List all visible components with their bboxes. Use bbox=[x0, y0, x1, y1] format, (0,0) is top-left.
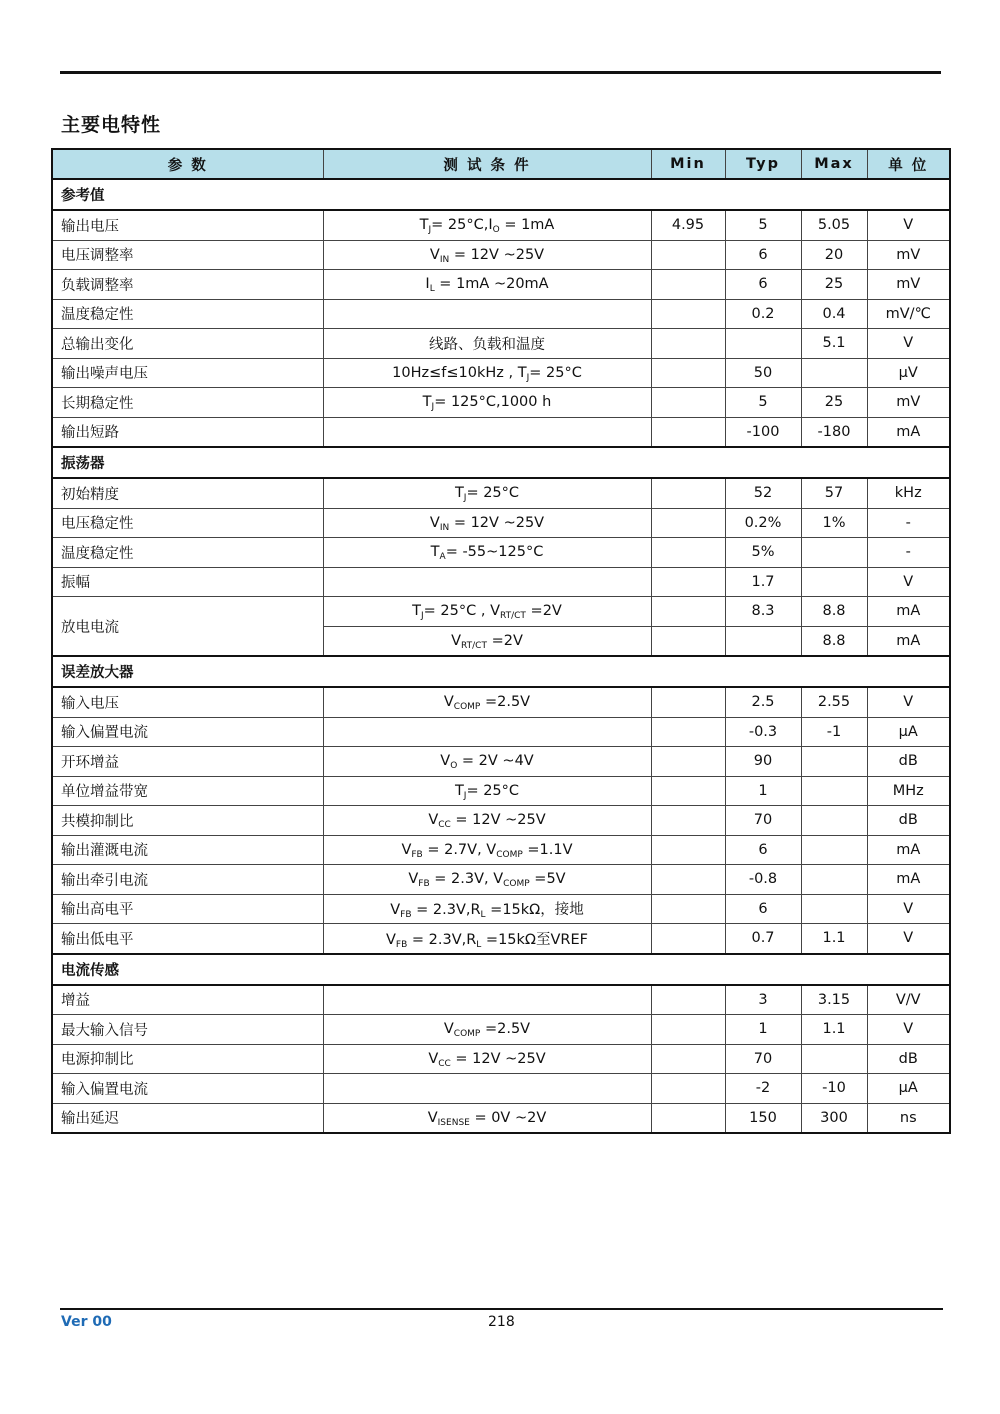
condition-cell bbox=[323, 626, 651, 656]
condition-text: = 125°C,1000 h bbox=[434, 394, 552, 411]
condition-text: V bbox=[427, 1109, 438, 1126]
param-cell: 输出电压 bbox=[52, 210, 323, 240]
param-cell: 开环增益 bbox=[52, 747, 323, 777]
min-cell bbox=[651, 299, 725, 329]
header-typ: Typ bbox=[725, 149, 801, 179]
table-row bbox=[52, 299, 950, 329]
unit-cell: mV/℃ bbox=[867, 299, 950, 329]
min-cell bbox=[651, 567, 725, 597]
condition-cell bbox=[323, 538, 651, 568]
condition-text: =2.5V bbox=[480, 694, 531, 711]
max-cell: 57 bbox=[801, 478, 867, 508]
condition-text: 10Hz≤f≤10kHz , T bbox=[392, 364, 527, 381]
min-cell bbox=[651, 508, 725, 538]
unit-cell: V bbox=[867, 567, 950, 597]
typ-cell: 6 bbox=[725, 894, 801, 924]
header-max: Max bbox=[801, 149, 867, 179]
min-cell bbox=[651, 776, 725, 806]
section-heading: 误差放大器 bbox=[52, 656, 950, 687]
subscript: L bbox=[429, 284, 435, 295]
min-cell bbox=[651, 270, 725, 300]
table-row bbox=[52, 417, 950, 447]
section-row bbox=[52, 656, 950, 687]
unit-cell: mA bbox=[867, 626, 950, 656]
table-row bbox=[52, 240, 950, 270]
unit-cell: V bbox=[867, 329, 950, 359]
condition-cell bbox=[323, 835, 651, 865]
subscript: J bbox=[431, 402, 435, 413]
param-cell: 电源抑制比 bbox=[52, 1044, 323, 1074]
typ-cell: 5 bbox=[725, 210, 801, 240]
condition-cell bbox=[323, 985, 651, 1015]
unit-cell: mA bbox=[867, 597, 950, 627]
min-cell bbox=[651, 924, 725, 954]
condition-cell bbox=[323, 806, 651, 836]
min-cell bbox=[651, 865, 725, 895]
param-cell: 输入偏置电流 bbox=[52, 1074, 323, 1104]
condition-text: = 2V ~4V bbox=[457, 753, 534, 770]
condition-text: V bbox=[401, 841, 412, 858]
condition-text: I bbox=[425, 276, 430, 293]
max-cell bbox=[801, 1044, 867, 1074]
param-cell: 电压稳定性 bbox=[52, 508, 323, 538]
condition-text: V bbox=[408, 871, 419, 888]
table-row bbox=[52, 329, 950, 359]
condition-cell bbox=[323, 240, 651, 270]
max-cell bbox=[801, 747, 867, 777]
unit-cell: mA bbox=[867, 417, 950, 447]
unit-cell: V bbox=[867, 924, 950, 954]
unit-cell: V bbox=[867, 210, 950, 240]
section-heading: 电流传感 bbox=[52, 954, 950, 985]
condition-text: T bbox=[412, 603, 422, 620]
param-cell: 输出噪声电压 bbox=[52, 358, 323, 388]
unit-cell: mV bbox=[867, 270, 950, 300]
typ-cell: 8.3 bbox=[725, 597, 801, 627]
typ-cell: 5% bbox=[725, 538, 801, 568]
unit-cell: dB bbox=[867, 806, 950, 836]
max-cell bbox=[801, 567, 867, 597]
condition-cell bbox=[323, 597, 651, 627]
condition-text: = 12V ~25V bbox=[449, 246, 545, 263]
condition-text: V bbox=[440, 753, 451, 770]
condition-cell bbox=[323, 776, 651, 806]
max-cell: -10 bbox=[801, 1074, 867, 1104]
condition-text: = 12V ~25V bbox=[449, 514, 545, 531]
min-cell bbox=[651, 894, 725, 924]
condition-text: V bbox=[443, 1021, 454, 1038]
condition-text: =15kΩ至VREF bbox=[481, 931, 588, 948]
max-cell: 0.4 bbox=[801, 299, 867, 329]
condition-cell bbox=[323, 329, 651, 359]
max-cell: 2.55 bbox=[801, 687, 867, 717]
param-cell: 电压调整率 bbox=[52, 240, 323, 270]
unit-cell: mV bbox=[867, 388, 950, 418]
condition-cell bbox=[323, 388, 651, 418]
unit-cell: MHz bbox=[867, 776, 950, 806]
condition-text: = 0V ~2V bbox=[469, 1109, 547, 1126]
param-cell: 长期稳定性 bbox=[52, 388, 323, 418]
subscript: J bbox=[421, 611, 424, 622]
table-row bbox=[52, 1044, 950, 1074]
typ-cell: 70 bbox=[725, 806, 801, 836]
condition-text: = 25°C , V bbox=[423, 603, 501, 620]
condition-text: T bbox=[422, 394, 432, 411]
condition-cell bbox=[323, 358, 651, 388]
table-row bbox=[52, 358, 950, 388]
param-cell: 输出短路 bbox=[52, 417, 323, 447]
subscript: FB bbox=[411, 849, 423, 860]
max-cell: 1.1 bbox=[801, 924, 867, 954]
condition-text: V bbox=[443, 694, 454, 711]
param-cell: 输出延迟 bbox=[52, 1103, 323, 1133]
condition-cell bbox=[323, 270, 651, 300]
condition-text: V bbox=[385, 931, 396, 948]
typ-cell: 52 bbox=[725, 478, 801, 508]
table-row bbox=[52, 747, 950, 777]
condition-text: = 2.7V, V bbox=[422, 841, 497, 858]
condition-cell bbox=[323, 687, 651, 717]
table-row bbox=[52, 270, 950, 300]
param-cell: 输入电压 bbox=[52, 687, 323, 717]
top-rule bbox=[60, 71, 941, 74]
condition-text: V bbox=[429, 246, 440, 263]
typ-cell: 6 bbox=[725, 270, 801, 300]
table-row bbox=[52, 210, 950, 240]
subscript: FB bbox=[400, 910, 412, 921]
param-cell: 温度稳定性 bbox=[52, 538, 323, 568]
subscript: O bbox=[492, 225, 500, 236]
condition-text: T bbox=[419, 217, 429, 234]
min-cell bbox=[651, 985, 725, 1015]
param-cell: 负载调整率 bbox=[52, 270, 323, 300]
condition-cell bbox=[323, 1103, 651, 1133]
typ-cell: 0.7 bbox=[725, 924, 801, 954]
condition-text: = 25°C bbox=[529, 364, 582, 381]
max-cell bbox=[801, 538, 867, 568]
max-cell: 1.1 bbox=[801, 1015, 867, 1045]
subscript: COMP bbox=[453, 1029, 481, 1040]
table-row bbox=[52, 865, 950, 895]
version-label: Ver 00 bbox=[61, 1314, 112, 1330]
unit-cell: V bbox=[867, 1015, 950, 1045]
min-cell bbox=[651, 626, 725, 656]
unit-cell: dB bbox=[867, 747, 950, 777]
condition-cell bbox=[323, 717, 651, 747]
max-cell: 300 bbox=[801, 1103, 867, 1133]
typ-cell: 6 bbox=[725, 835, 801, 865]
subscript: COMP bbox=[453, 702, 481, 713]
max-cell: 20 bbox=[801, 240, 867, 270]
max-cell bbox=[801, 358, 867, 388]
condition-cell bbox=[323, 894, 651, 924]
max-cell bbox=[801, 894, 867, 924]
table-row bbox=[52, 835, 950, 865]
max-cell: 1% bbox=[801, 508, 867, 538]
typ-cell bbox=[725, 626, 801, 656]
table-row bbox=[52, 597, 950, 627]
unit-cell: mV bbox=[867, 240, 950, 270]
section-heading: 参考值 bbox=[52, 179, 950, 210]
page-number: 218 bbox=[488, 1314, 515, 1330]
table-row bbox=[52, 1015, 950, 1045]
max-cell: -1 bbox=[801, 717, 867, 747]
condition-text: T bbox=[454, 485, 464, 502]
min-cell bbox=[651, 240, 725, 270]
min-cell bbox=[651, 747, 725, 777]
section-row bbox=[52, 954, 950, 985]
min-cell bbox=[651, 806, 725, 836]
subscript: J bbox=[526, 372, 530, 383]
subscript: L bbox=[476, 939, 482, 950]
condition-text: =2.5V bbox=[480, 1021, 531, 1038]
param-cell: 温度稳定性 bbox=[52, 299, 323, 329]
unit-cell: - bbox=[867, 508, 950, 538]
condition-text: =2V bbox=[486, 632, 523, 649]
param-cell: 初始精度 bbox=[52, 478, 323, 508]
condition-text: 线路、负载和温度 bbox=[429, 336, 545, 353]
condition-cell bbox=[323, 1015, 651, 1045]
header-min: Min bbox=[651, 149, 725, 179]
min-cell bbox=[651, 597, 725, 627]
param-cell: 输入偏置电流 bbox=[52, 717, 323, 747]
param-cell: 放电电流 bbox=[52, 597, 323, 657]
max-cell: 25 bbox=[801, 388, 867, 418]
typ-cell: 0.2 bbox=[725, 299, 801, 329]
condition-text: =5V bbox=[529, 871, 566, 888]
condition-text: = 1mA ~20mA bbox=[434, 276, 549, 293]
subscript: RT/CT bbox=[500, 611, 526, 622]
min-cell bbox=[651, 358, 725, 388]
condition-cell bbox=[323, 417, 651, 447]
unit-cell: μV bbox=[867, 358, 950, 388]
typ-cell: -0.8 bbox=[725, 865, 801, 895]
subscript: CC bbox=[438, 820, 451, 831]
max-cell: 8.8 bbox=[801, 597, 867, 627]
section-row bbox=[52, 447, 950, 478]
max-cell bbox=[801, 806, 867, 836]
typ-cell bbox=[725, 329, 801, 359]
condition-cell bbox=[323, 924, 651, 954]
condition-text: = 2.3V,R bbox=[411, 902, 481, 919]
subscript: O bbox=[450, 761, 458, 772]
min-cell bbox=[651, 1015, 725, 1045]
header-param: 参 数 bbox=[52, 149, 323, 179]
condition-text: = 12V ~25V bbox=[450, 812, 546, 829]
min-cell bbox=[651, 1044, 725, 1074]
typ-cell: 6 bbox=[725, 240, 801, 270]
subscript: L bbox=[480, 910, 486, 921]
table-header-row bbox=[52, 149, 950, 179]
condition-text: = 2.3V,R bbox=[407, 931, 477, 948]
condition-text: = 2.3V, V bbox=[429, 871, 504, 888]
subscript: IN bbox=[439, 522, 450, 533]
section-title: 主要电特性 bbox=[61, 114, 162, 136]
param-cell: 单位增益带宽 bbox=[52, 776, 323, 806]
typ-cell: 2.5 bbox=[725, 687, 801, 717]
subscript: IN bbox=[439, 254, 450, 265]
condition-text: = 12V ~25V bbox=[450, 1050, 546, 1067]
table-row bbox=[52, 687, 950, 717]
typ-cell: 1.7 bbox=[725, 567, 801, 597]
condition-text: V bbox=[390, 902, 401, 919]
unit-cell: mA bbox=[867, 865, 950, 895]
table-row bbox=[52, 924, 950, 954]
condition-cell bbox=[323, 508, 651, 538]
table-row bbox=[52, 1103, 950, 1133]
section-row bbox=[52, 179, 950, 210]
condition-cell bbox=[323, 747, 651, 777]
typ-cell: -0.3 bbox=[725, 717, 801, 747]
subscript: COMP bbox=[496, 849, 523, 860]
condition-text: = 25°C bbox=[466, 782, 520, 799]
condition-text: = 1mA bbox=[499, 217, 555, 234]
condition-cell bbox=[323, 1044, 651, 1074]
typ-cell: -100 bbox=[725, 417, 801, 447]
spec-table bbox=[51, 148, 951, 1134]
table-row bbox=[52, 567, 950, 597]
min-cell bbox=[651, 835, 725, 865]
min-cell bbox=[651, 1074, 725, 1104]
min-cell: 4.95 bbox=[651, 210, 725, 240]
condition-text: V bbox=[428, 1050, 439, 1067]
param-cell: 输出低电平 bbox=[52, 924, 323, 954]
min-cell bbox=[651, 687, 725, 717]
table-row bbox=[52, 717, 950, 747]
max-cell: 25 bbox=[801, 270, 867, 300]
max-cell: 3.15 bbox=[801, 985, 867, 1015]
max-cell: 5.1 bbox=[801, 329, 867, 359]
footer-rule bbox=[60, 1308, 943, 1310]
min-cell bbox=[651, 538, 725, 568]
typ-cell: 1 bbox=[725, 1015, 801, 1045]
subscript: A bbox=[439, 552, 446, 563]
typ-cell: 5 bbox=[725, 388, 801, 418]
subscript: ISENSE bbox=[437, 1117, 470, 1128]
condition-text: =1.1V bbox=[522, 841, 573, 858]
min-cell bbox=[651, 1103, 725, 1133]
condition-cell bbox=[323, 567, 651, 597]
unit-cell: ns bbox=[867, 1103, 950, 1133]
condition-cell bbox=[323, 1074, 651, 1104]
unit-cell: - bbox=[867, 538, 950, 568]
condition-cell bbox=[323, 299, 651, 329]
param-cell: 最大输入信号 bbox=[52, 1015, 323, 1045]
param-cell: 总输出变化 bbox=[52, 329, 323, 359]
condition-cell bbox=[323, 865, 651, 895]
min-cell bbox=[651, 388, 725, 418]
unit-cell: V bbox=[867, 894, 950, 924]
typ-cell: -2 bbox=[725, 1074, 801, 1104]
typ-cell: 150 bbox=[725, 1103, 801, 1133]
table-row bbox=[52, 985, 950, 1015]
typ-cell: 90 bbox=[725, 747, 801, 777]
condition-text: = 25°C,I bbox=[431, 217, 493, 234]
min-cell bbox=[651, 478, 725, 508]
condition-text: V bbox=[428, 812, 439, 829]
condition-cell bbox=[323, 210, 651, 240]
unit-cell: V/V bbox=[867, 985, 950, 1015]
table-row bbox=[52, 806, 950, 836]
subscript: CC bbox=[438, 1058, 451, 1069]
table-row bbox=[52, 388, 950, 418]
condition-text: V bbox=[451, 632, 462, 649]
header-cond: 测 试 条 件 bbox=[323, 149, 651, 179]
min-cell bbox=[651, 717, 725, 747]
subscript: J bbox=[463, 493, 467, 504]
condition-text: V bbox=[429, 514, 440, 531]
unit-cell: mA bbox=[867, 835, 950, 865]
typ-cell: 1 bbox=[725, 776, 801, 806]
condition-text: T bbox=[454, 782, 464, 799]
param-cell: 输出灌溉电流 bbox=[52, 835, 323, 865]
header-unit: 单 位 bbox=[867, 149, 950, 179]
table-row bbox=[52, 478, 950, 508]
section-heading: 振荡器 bbox=[52, 447, 950, 478]
table-row bbox=[52, 508, 950, 538]
subscript: J bbox=[428, 225, 432, 236]
max-cell bbox=[801, 865, 867, 895]
condition-text: = -55~125°C bbox=[445, 544, 544, 561]
unit-cell: dB bbox=[867, 1044, 950, 1074]
subscript: J bbox=[463, 790, 467, 801]
condition-text: = 25°C bbox=[466, 485, 520, 502]
param-cell: 输出牵引电流 bbox=[52, 865, 323, 895]
unit-cell: kHz bbox=[867, 478, 950, 508]
table-row bbox=[52, 1074, 950, 1104]
min-cell bbox=[651, 417, 725, 447]
table-row bbox=[52, 538, 950, 568]
param-cell: 输出高电平 bbox=[52, 894, 323, 924]
subscript: COMP bbox=[503, 879, 530, 890]
unit-cell: V bbox=[867, 687, 950, 717]
condition-text: T bbox=[430, 544, 440, 561]
typ-cell: 3 bbox=[725, 985, 801, 1015]
typ-cell: 50 bbox=[725, 358, 801, 388]
spec-body bbox=[52, 179, 950, 1133]
max-cell: 5.05 bbox=[801, 210, 867, 240]
typ-cell: 70 bbox=[725, 1044, 801, 1074]
max-cell: -180 bbox=[801, 417, 867, 447]
typ-cell: 0.2% bbox=[725, 508, 801, 538]
table-row bbox=[52, 776, 950, 806]
param-cell: 共模抑制比 bbox=[52, 806, 323, 836]
subscript: RT/CT bbox=[461, 640, 487, 651]
condition-cell bbox=[323, 478, 651, 508]
max-cell: 8.8 bbox=[801, 626, 867, 656]
param-cell: 增益 bbox=[52, 985, 323, 1015]
param-cell: 振幅 bbox=[52, 567, 323, 597]
condition-text: =2V bbox=[525, 603, 562, 620]
subscript: FB bbox=[395, 939, 408, 950]
min-cell bbox=[651, 329, 725, 359]
subscript: FB bbox=[418, 879, 430, 890]
unit-cell: μA bbox=[867, 717, 950, 747]
table-row bbox=[52, 894, 950, 924]
condition-text: =15kΩ，接地 bbox=[485, 902, 584, 919]
max-cell bbox=[801, 835, 867, 865]
unit-cell: μA bbox=[867, 1074, 950, 1104]
max-cell bbox=[801, 776, 867, 806]
